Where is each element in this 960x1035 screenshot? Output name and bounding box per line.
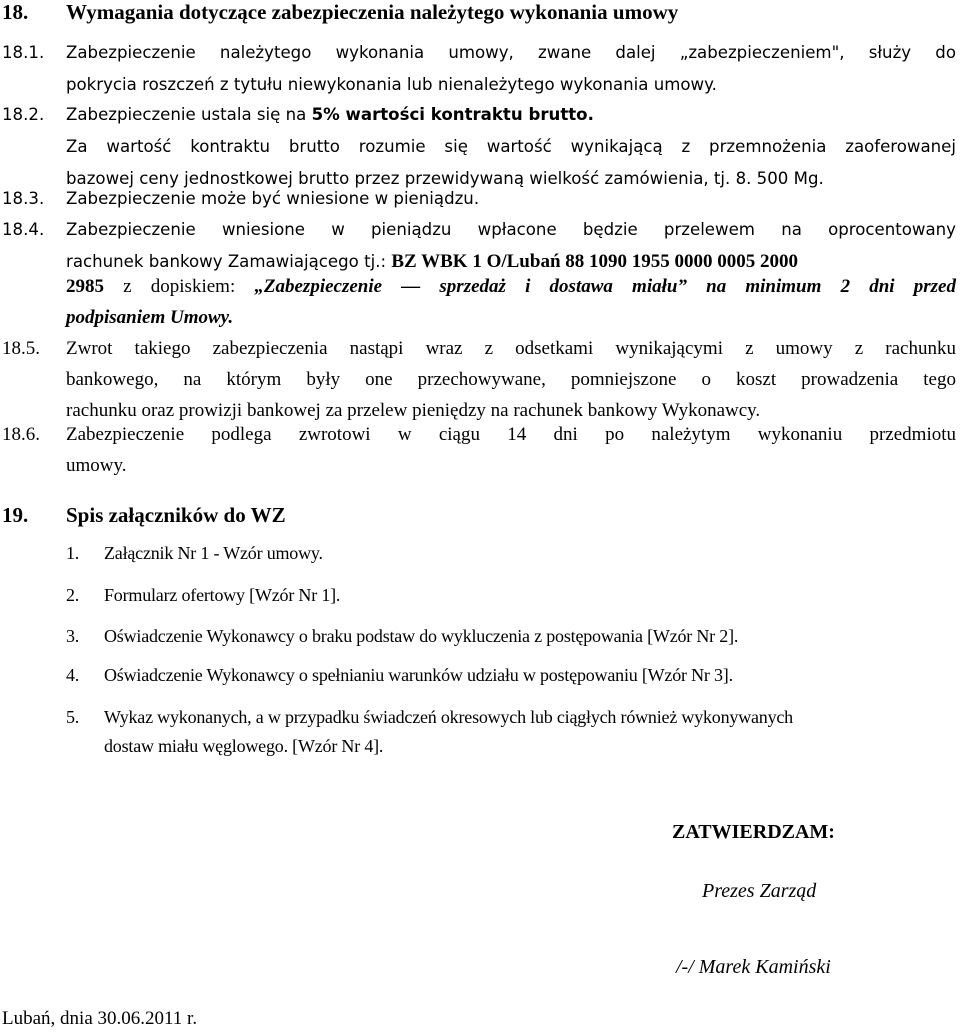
attachment-item-continuation: [104, 733, 383, 760]
text-run: z dopiskiem:: [104, 276, 255, 297]
text-run: rachunek bankowy Zamawiającego tj.:: [66, 252, 392, 271]
item-18-3: [0, 183, 956, 215]
item-text-line: Zabezpieczenie może być wniesione w pieniądzu.: [66, 189, 480, 208]
attachment-text: dostaw miału węglowego. [Wzór Nr 4].: [104, 736, 384, 756]
bank-account-number: BZ WBK 1 O/Lubań 88 1090 1955 0000 0005 2000: [391, 251, 799, 272]
item-text-line: podpisaniem Umowy.: [66, 307, 234, 328]
item-18-4-cont: [0, 271, 956, 333]
item-18-1: [0, 37, 956, 101]
item-text-line: Zabezpieczenie wniesione w pieniądzu wpłacone będzie przelewem na oprocentowany: [66, 220, 956, 239]
section-19-number: 19.: [2, 503, 29, 527]
attachment-number: 4.: [66, 665, 80, 685]
attachment-item: [66, 540, 323, 567]
item-text-line: Zwrot takiego zabezpieczenia nastąpi wraz z odsetkami wynikającymi z umowy z rachunku: [66, 338, 956, 359]
attachment-number: 2.: [66, 585, 80, 605]
item-18-5: [0, 333, 956, 426]
item-text-line: Zabezpieczenie podlega zwrotowi w ciągu 14 dni po należytym wykonaniu przedmiotu: [66, 424, 956, 445]
item-text-line: bankowego, na którym były one przechowywane, pomniejszone o koszt prowadzenia tego: [66, 369, 956, 390]
item-text-line: umowy.: [66, 455, 127, 476]
item-18-4: [0, 214, 956, 278]
approval-heading: ZATWIERDZAM:: [672, 821, 835, 843]
attachment-text: Wykaz wykonanych, a w przypadku świadczeń okresowych lub ciągłych również wykonywanych: [104, 707, 793, 727]
item-18-2: [0, 99, 956, 195]
attachment-text: Oświadczenie Wykonawcy o spełnianiu warunków udziału w postępowaniu [Wzór Nr 3].: [104, 665, 733, 685]
attachment-number: 3.: [66, 626, 80, 646]
item-number: 18.3.: [2, 189, 45, 208]
item-number: 18.1.: [2, 43, 45, 62]
attachment-text: Formularz ofertowy [Wzór Nr 1].: [104, 585, 341, 605]
approver-role: Prezes Zarząd: [702, 880, 817, 902]
item-text-line: Zabezpieczenie należytego wykonania umowy, zwane dalej „zabezpieczeniem", służy do: [66, 43, 956, 62]
item-number: 18.5.: [2, 338, 40, 359]
item-text-line: [66, 99, 956, 131]
section-19-heading: [2, 503, 286, 527]
item-number: 18.4.: [2, 220, 45, 239]
attachment-item: [66, 662, 733, 689]
attachment-item: [66, 582, 340, 609]
item-text-line: rachunku oraz prowizji bankowej za przelew pieniędzy na rachunek bankowy Wykonawcy.: [66, 400, 761, 421]
item-text-line: Za wartość kontraktu brutto rozumie się wartość wynikającą z przemnożenia zaoferowanej: [66, 137, 956, 156]
section-19-title: Spis załączników do WZ: [66, 503, 286, 527]
item-text-line: pokrycia roszczeń z tytułu niewykonania lub nienależytego wykonania umowy.: [66, 75, 717, 94]
item-text-line: [66, 271, 956, 302]
attachment-text: Załącznik Nr 1 - Wzór umowy.: [104, 543, 323, 563]
attachment-number: 5.: [66, 707, 80, 727]
attachment-text: Oświadczenie Wykonawcy o braku podstaw do wykluczenia z postępowania [Wzór Nr 2].: [104, 626, 739, 646]
emphasis-text: 5% wartości kontraktu brutto.: [311, 105, 594, 124]
section-18-heading: [2, 0, 679, 24]
place-and-date: Lubań, dnia 30.06.2011 r.: [2, 1008, 198, 1029]
item-number: 18.2.: [2, 105, 45, 124]
item-text-line: bazowej ceny jednostkowej brutto przez przewidywaną wielkość zamówienia, tj. 8. 500 Mg.: [66, 169, 824, 188]
item-18-6: [0, 419, 956, 481]
bank-account-number-end: 2985: [66, 276, 104, 297]
item-number: 18.6.: [2, 424, 40, 445]
section-18-number: 18.: [2, 0, 29, 24]
section-18-title: Wymagania dotyczące zabezpieczenia należytego wykonania umowy: [66, 0, 679, 24]
attachment-number: 1.: [66, 543, 80, 563]
attachment-item: [66, 623, 738, 650]
attachment-item: [66, 704, 793, 731]
approver-signature: /-/ Marek Kamiński: [676, 956, 831, 978]
transfer-note: „Zabezpieczenie — sprzedaż i dostawa miału” na minimum 2 dni przed: [254, 276, 956, 297]
text-run: Zabezpieczenie ustala się na: [66, 105, 312, 124]
